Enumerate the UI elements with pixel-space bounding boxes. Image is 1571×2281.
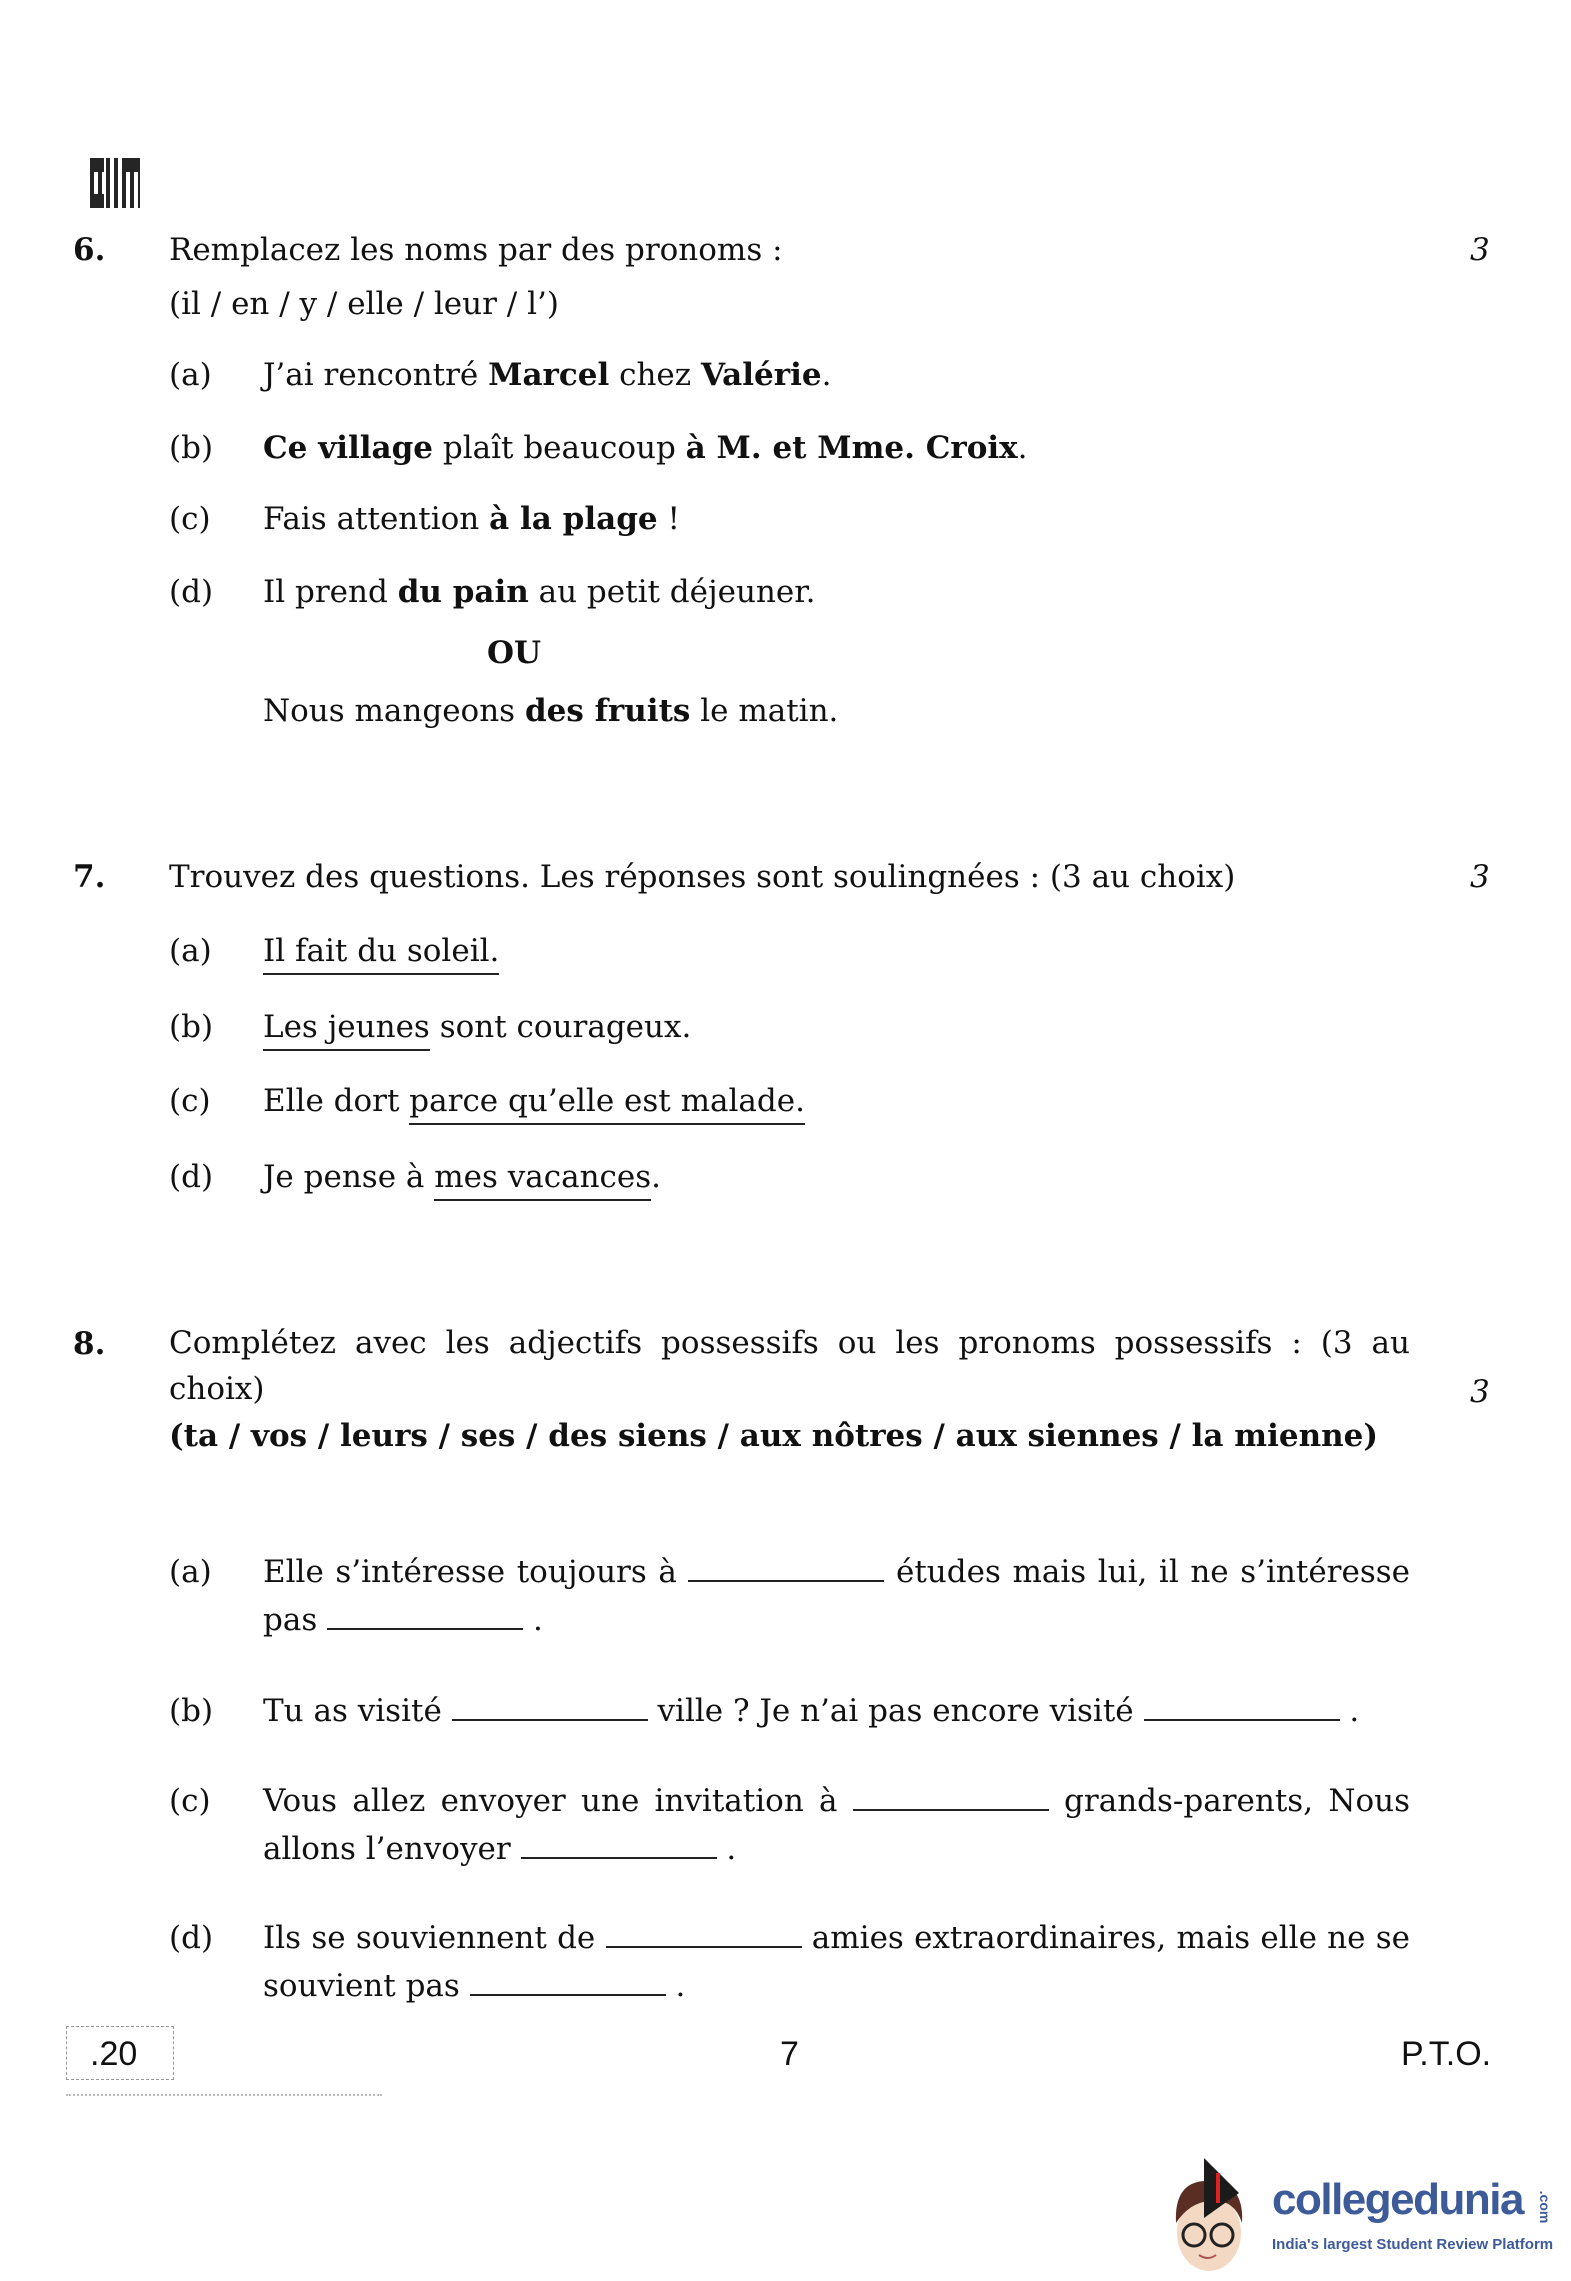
q7b-text: Les jeunes sont courageux. xyxy=(263,1005,691,1049)
q6d-label: (d) xyxy=(169,574,214,610)
q7b-label: (b) xyxy=(169,1009,214,1045)
q8a-text: Elle s’intéresse toujours à études mais lui, il ne s’intéresse pas . xyxy=(263,1554,1410,1638)
q6-marks: 3 xyxy=(1470,232,1490,268)
paper-code: .20 xyxy=(90,2035,138,2073)
blank[interactable] xyxy=(521,1831,717,1859)
q8-marks: 3 xyxy=(1470,1374,1490,1410)
q8b-text: Tu as visité ville ? Je n’ai pas encore visité . xyxy=(263,1693,1360,1729)
q7a-text: Il fait du soleil. xyxy=(263,929,499,973)
q8a-label: (a) xyxy=(169,1554,212,1590)
q6b-text: Ce village plaît beaucoup à M. et Mme. Croix. xyxy=(263,430,1028,466)
page-number: 7 xyxy=(780,2035,799,2073)
divider xyxy=(66,2094,382,2096)
q6-instruction: Remplacez les noms par des pronoms : xyxy=(169,232,783,268)
logo-wordmark: collegedunia xyxy=(1272,2175,1523,2224)
blank[interactable] xyxy=(853,1783,1049,1811)
mascot-icon xyxy=(1164,2153,1274,2273)
blank[interactable] xyxy=(327,1602,523,1630)
q6-options: (il / en / y / elle / leur / l’) xyxy=(169,286,559,322)
blank[interactable] xyxy=(452,1693,648,1721)
q6-number: 6. xyxy=(73,232,106,268)
q8c-text: Vous allez envoyer une invitation à grands-parents, Nous allons l’envoyer . xyxy=(263,1783,1410,1867)
q8c-label: (c) xyxy=(169,1783,211,1819)
q6a-label: (a) xyxy=(169,357,212,393)
q8b-label: (b) xyxy=(169,1693,214,1729)
logo-suffix: .com xyxy=(1537,2190,1553,2224)
blank[interactable] xyxy=(688,1554,884,1582)
q6c-label: (c) xyxy=(169,501,211,537)
q6d-alt-text: Nous mangeons des fruits le matin. xyxy=(263,693,839,729)
q8-instruction: Complétez avec les adjectifs possessifs ou les pronoms possessifs : (3 au choix) xyxy=(169,1325,1410,1407)
q6b-label: (b) xyxy=(169,430,214,466)
q7-number: 7. xyxy=(73,859,106,895)
blank[interactable] xyxy=(470,1968,666,1996)
blank[interactable] xyxy=(606,1920,802,1948)
blank[interactable] xyxy=(1144,1693,1340,1721)
q7-marks: 3 xyxy=(1470,859,1490,895)
q7d-label: (d) xyxy=(169,1159,214,1195)
q7a-label: (a) xyxy=(169,933,212,969)
q8-options: (ta / vos / leurs / ses / des siens / aux nôtres / aux siennes / la mienne) xyxy=(169,1418,1379,1454)
qr-code xyxy=(90,158,140,208)
q6-or: OU xyxy=(487,635,542,671)
logo-tagline: India's largest Student Review Platform xyxy=(1272,2236,1554,2253)
q7c-label: (c) xyxy=(169,1083,211,1119)
q6d-text: Il prend du pain au petit déjeuner. xyxy=(263,574,816,610)
q7-instruction: Trouvez des questions. Les réponses sont soulingnées : (3 au choix) xyxy=(169,859,1236,895)
q8d-text: Ils se souviennent de amies extraordinaires, mais elle ne se souvient pas . xyxy=(263,1920,1410,2004)
q7c-text: Elle dort parce qu’elle est malade. xyxy=(263,1079,805,1123)
q7d-text: Je pense à mes vacances. xyxy=(263,1155,661,1199)
q8-number: 8. xyxy=(73,1326,106,1362)
pto-label: P.T.O. xyxy=(1401,2035,1492,2073)
q6c-text: Fais attention à la plage ! xyxy=(263,501,680,537)
q6a-text: J’ai rencontré Marcel chez Valérie. xyxy=(263,357,832,393)
q8d-label: (d) xyxy=(169,1920,214,1956)
